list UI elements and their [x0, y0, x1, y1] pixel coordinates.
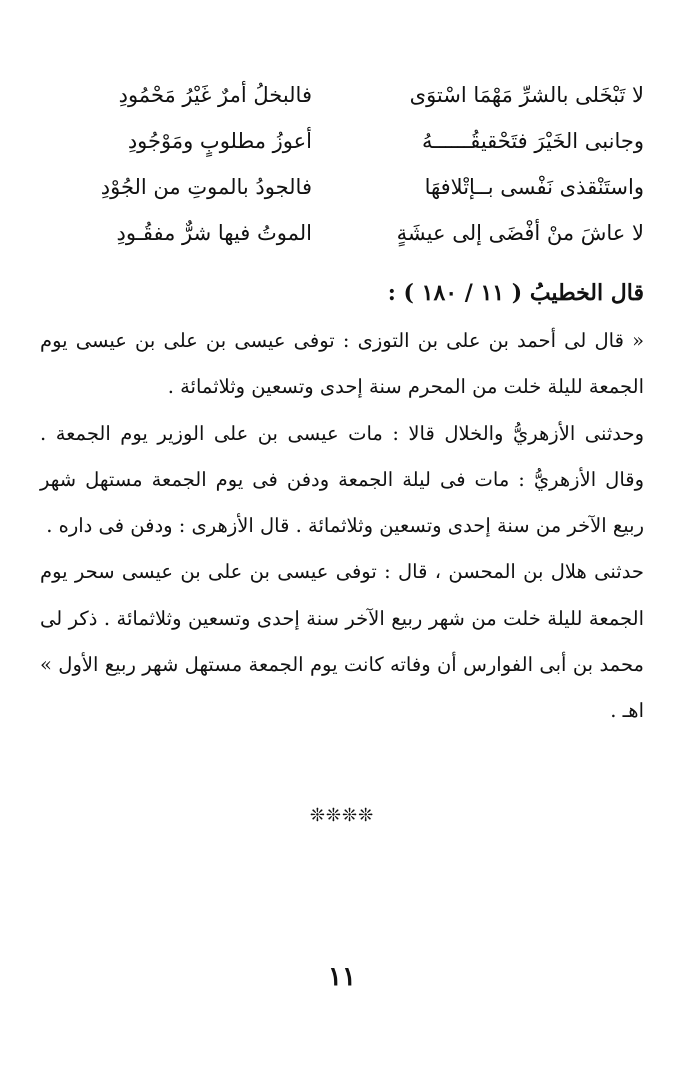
poem-block: [0, 72, 684, 256]
paragraph: وحدثنى الأزهريُّ والخلال قالا : مات عيسى بن على الوزير يوم الجمعة . وقال الأزهريُّ : مات فى ليلة الجمعة ودفن فى يوم الجمعة مستهل شهر ربيع الآخر من سنة إحدى وتسعين وثلاثمائة . قال الأزهرى : ودفن فى داره .: [40, 421, 644, 538]
section-divider: ❊❊❊❊: [309, 805, 375, 826]
prose-body: [40, 318, 644, 735]
page-number: ١١: [328, 962, 356, 992]
verse-first-hemistich: لا عاشَ منْ أفْضَى إلى عيشَةٍ: [396, 221, 644, 245]
source-citation-heading: قال الخطيبُ ( ١١ / ١٨٠ ) :: [387, 280, 644, 306]
verse-first-hemistich: وجانبى الخَيْرَ فتَحْقيقُــــــهُ: [422, 129, 644, 153]
poem-verse: [0, 118, 684, 164]
paragraph: « قال لى أحمد بن على بن التوزى : توفى عيسى بن على بن عيسى يوم الجمعة لليلة خلت من المحرم سنة إحدى وتسعين وثلاثمائة .: [40, 329, 644, 399]
poem-verse: [0, 210, 684, 256]
verse-second-hemistich: فالبخلُ أمرٌ غَيْرُ مَحْمُودِ: [118, 83, 312, 107]
poem-verse: [0, 164, 684, 210]
verse-second-hemistich: الموتُ فيها شرٌّ مفقُـودِ: [116, 221, 312, 245]
verse-first-hemistich: لا تَبْخَلى بالشرِّ مَهْمَا اسْتوَى: [409, 83, 644, 107]
verse-first-hemistich: واستَنْقذى نَفْسى بــإتْلافهَا: [424, 175, 644, 199]
paragraph: حدثنى هلال بن المحسن ، قال : توفى عيسى بن على بن عيسى سحر يوم الجمعة لليلة خلت من شهر ربيع الآخر سنة إحدى وتسعين وثلاثمائة . ذكر لى محمد بن أبى الفوارس أن وفاته كانت يوم الجمعة مستهل شهر ربيع الأول » اهـ .: [40, 560, 644, 723]
poem-verse: [0, 72, 684, 118]
verse-second-hemistich: فالجودُ بالموتِ من الجُوْدِ: [100, 175, 312, 199]
verse-second-hemistich: أعوزُ مطلوبٍ ومَوْجُودِ: [127, 129, 312, 153]
